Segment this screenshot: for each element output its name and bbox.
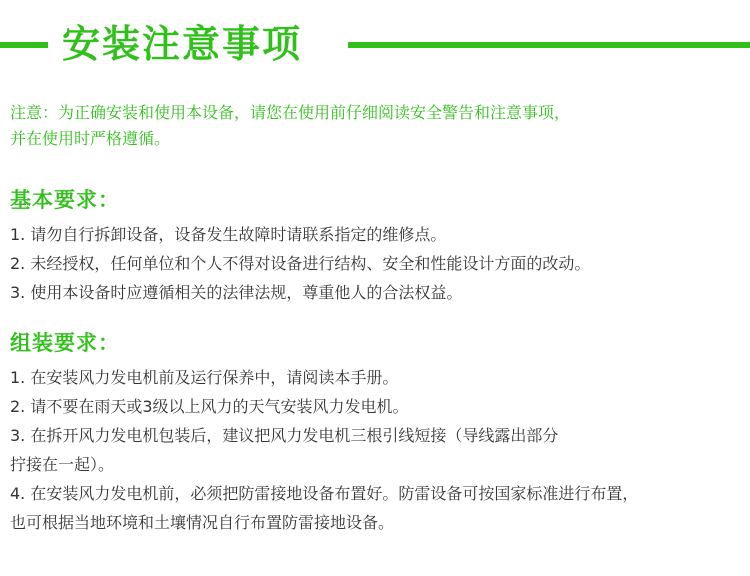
list-item-line: 也可根据当地环境和土壤情况自行布置防雷接地设备。 xyxy=(10,513,395,532)
list-item: 3. 使用本设备时应遵循相关的法律法规，尊重他人的合法权益。 xyxy=(10,283,463,302)
list-item-line: 2. 请不要在雨天或3级以上风力的天气安装风力发电机。 xyxy=(10,397,409,416)
list-item: 1. 请勿自行拆卸设备，设备发生故障时请联系指定的维修点。 xyxy=(10,225,447,244)
notice-line: 并在使用时严格遵循。 xyxy=(10,129,171,148)
list-item: 2. 未经授权，任何单位和个人不得对设备进行结构、安全和性能设计方面的改动。 xyxy=(10,254,591,273)
basic-requirements-section xyxy=(10,186,745,307)
list-item-line: 拧接在一起）。 xyxy=(10,455,115,474)
assembly-requirements-list xyxy=(10,363,745,537)
list-item-line: 3. 在拆开风力发电机包装后，建议把风力发电机三根引线短接（导线露出部分 xyxy=(10,426,559,445)
list-item-line: 4. 在安装风力发电机前，必须把防雷接地设备布置好。防雷设备可按国家标准进行布置， xyxy=(10,484,639,503)
basic-requirements-list xyxy=(10,220,745,307)
notice-paragraph xyxy=(10,100,740,152)
list-item-line: 1. 在安装风力发电机前及运行保养中，请阅读本手册。 xyxy=(10,368,399,387)
header-right-rule xyxy=(348,42,750,48)
assembly-requirements-title: 组装要求： xyxy=(10,331,120,355)
list-item xyxy=(10,479,745,537)
notice-line: 注意：为正确安装和使用本设备，请您在使用前仔细阅读安全警告和注意事项， xyxy=(10,103,571,122)
page-title: 安装注意事项 xyxy=(62,22,303,66)
list-item xyxy=(10,363,745,392)
page-header xyxy=(0,14,750,74)
list-item xyxy=(10,421,745,479)
basic-requirements-title: 基本要求： xyxy=(10,188,120,212)
assembly-requirements-section xyxy=(10,329,745,537)
list-item xyxy=(10,392,745,421)
header-left-rule xyxy=(0,42,48,48)
